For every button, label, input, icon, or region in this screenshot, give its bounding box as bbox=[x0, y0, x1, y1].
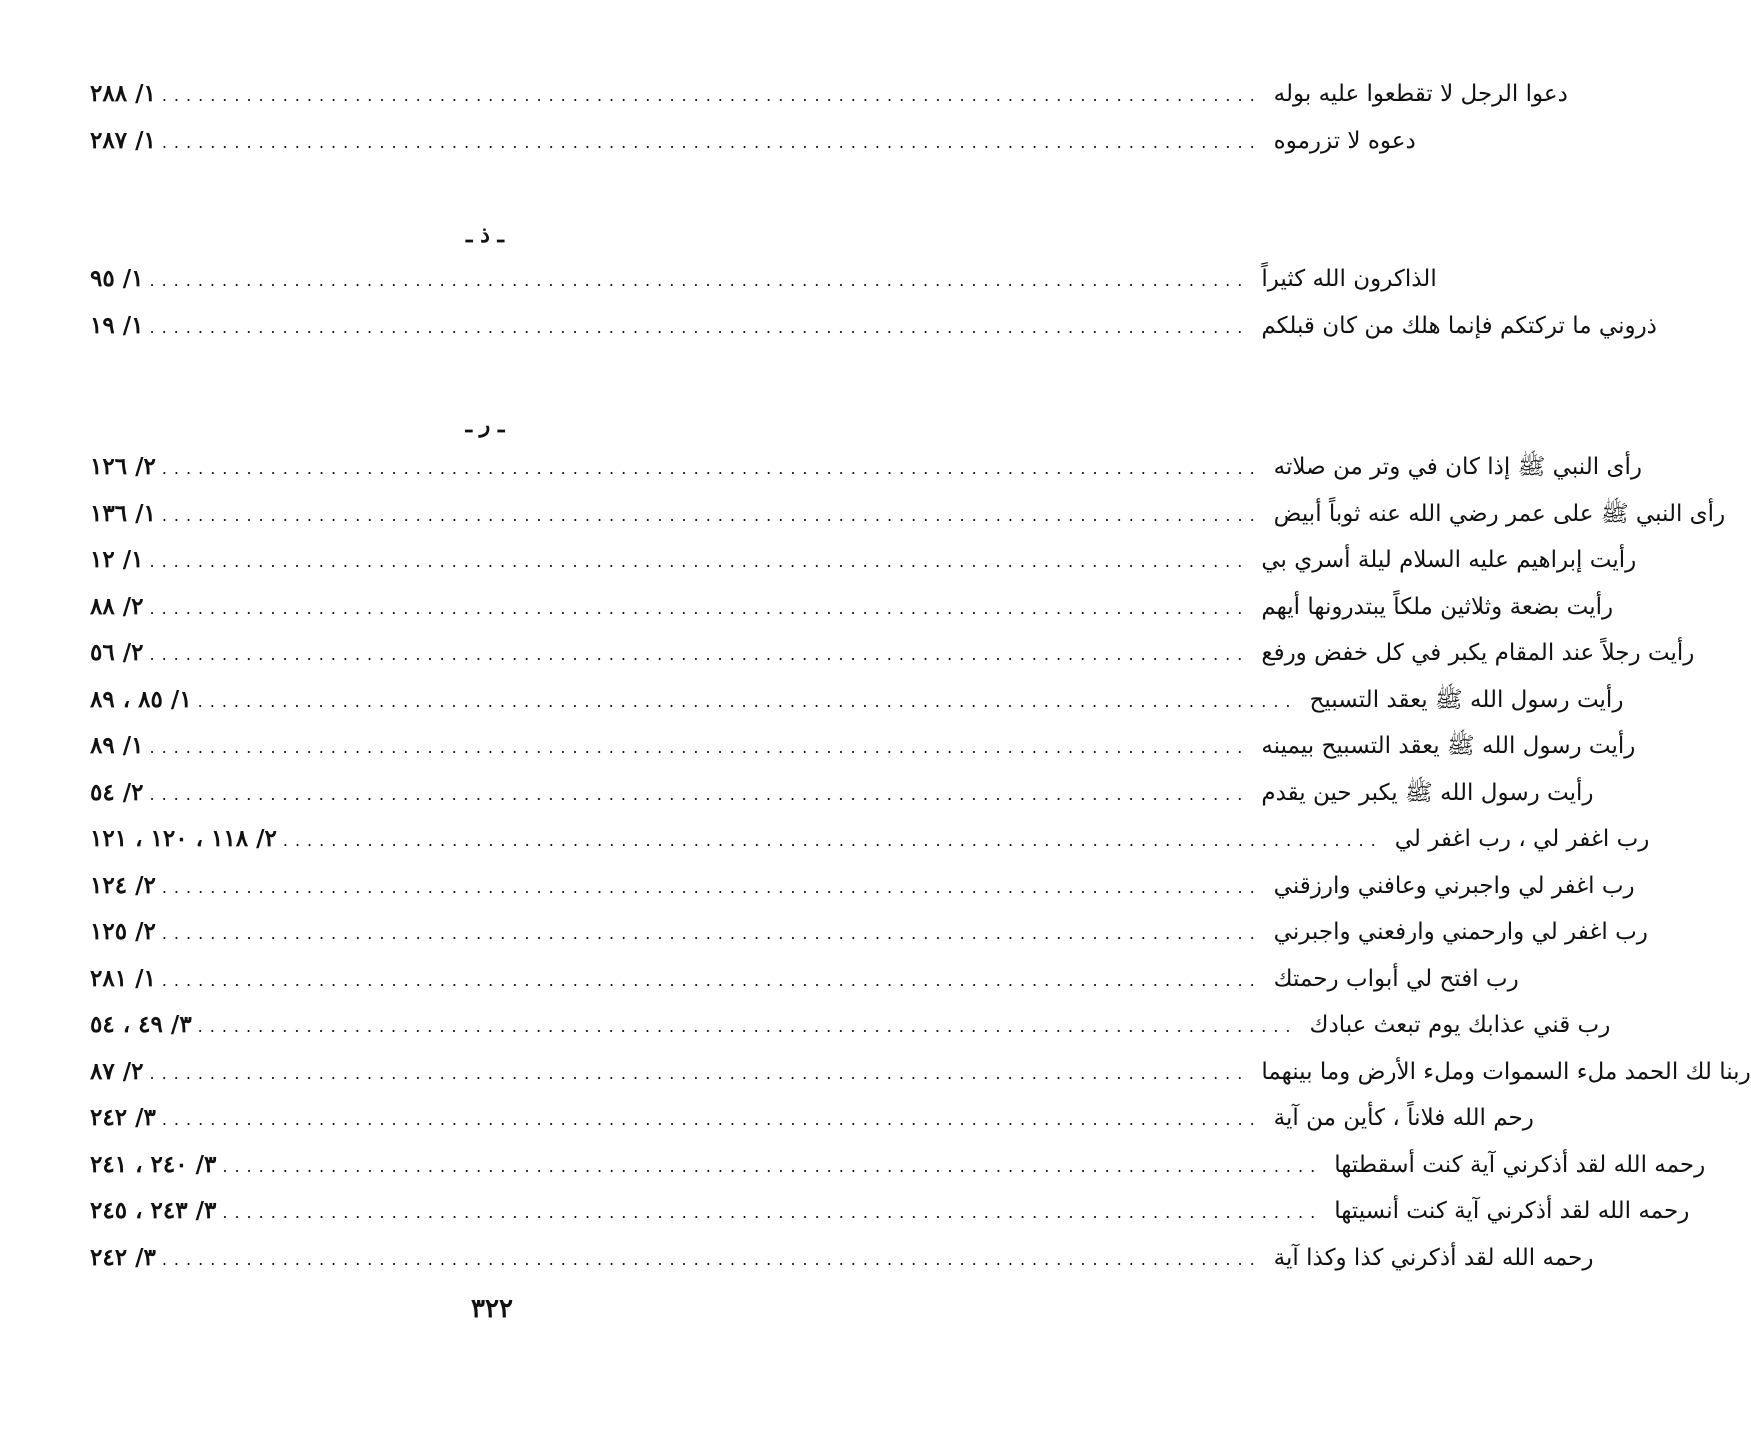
leader-dots: ........................................................................................... bbox=[149, 598, 1250, 618]
entry-text: رأى النبي ﷺ إذا كان في وتر من صلاته bbox=[1273, 454, 1642, 480]
entry-reference: ١/ ٨٥ ، ٨٩ bbox=[90, 685, 192, 713]
entry-text: رب افتح لي أبواب رحمتك bbox=[1273, 965, 1519, 992]
entry-reference: ٢/ ١٢٥ bbox=[90, 918, 156, 945]
entry-reference: ٢/ ٥٦ bbox=[90, 639, 144, 666]
entry-text: ذروني ما تركتكم فإنما هلك من كان قبلكم bbox=[1261, 312, 1657, 339]
index-entry bbox=[90, 1142, 1706, 1189]
leader-dots: ........................................................................................... bbox=[149, 271, 1250, 290]
leader-dots: ........................................................................................... bbox=[149, 645, 1250, 664]
index-entry bbox=[90, 863, 1635, 910]
index-entry bbox=[90, 303, 1657, 350]
entry-text: دعوا الرجل لا تقطعوا عليه بوله bbox=[1273, 81, 1568, 107]
section-heading-ra: ـ ر ـ bbox=[465, 412, 505, 438]
section-dal-continuation bbox=[90, 71, 1568, 164]
leader-dots: ........................................................................................... bbox=[161, 86, 1262, 105]
index-entry bbox=[90, 1049, 1751, 1096]
entry-text: رحمه الله لقد أذكرني آية كنت أنسيتها bbox=[1334, 1198, 1690, 1224]
entry-reference: ٣/ ٢٤٠ ، ٢٤١ bbox=[90, 1150, 217, 1178]
section-dhal bbox=[90, 256, 1657, 349]
entry-text: رحمه الله لقد أذكرني آية كنت أسقطتها bbox=[1334, 1151, 1706, 1178]
leader-dots: ........................................................................................... bbox=[161, 505, 1262, 525]
entry-reference: ٢/ ٨٧ bbox=[90, 1057, 144, 1085]
section-ra bbox=[90, 444, 1751, 1281]
leader-dots: ........................................................................................... bbox=[161, 459, 1262, 478]
entry-text: ربنا لك الحمد ملء السموات وملء الأرض وما بينهما bbox=[1261, 1058, 1751, 1085]
entry-reference: ٢/ ١١٨ ، ١٢٠ ، ١٢١ bbox=[90, 825, 277, 852]
leader-dots: ........................................................................................... bbox=[161, 877, 1262, 897]
index-entry bbox=[90, 1002, 1611, 1049]
index-entry bbox=[90, 491, 1726, 538]
leader-dots: ........................................................................................... bbox=[197, 691, 1298, 711]
entry-reference: ٣/ ٢٤٢ bbox=[90, 1243, 156, 1271]
index-entry bbox=[90, 770, 1594, 817]
index-entry bbox=[90, 1188, 1690, 1235]
entry-text: رأيت إبراهيم عليه السلام ليلة أسري بي bbox=[1261, 547, 1637, 573]
entry-text: رب قني عذابك يوم تبعث عبادك bbox=[1309, 1012, 1611, 1038]
index-entry bbox=[90, 909, 1648, 956]
entry-text: رأيت رسول الله ﷺ يعقد التسبيح bbox=[1309, 686, 1624, 713]
index-entry bbox=[90, 1095, 1534, 1142]
leader-dots: ........................................................................................... bbox=[222, 1203, 1323, 1222]
leader-dots: ........................................................................................... bbox=[161, 924, 1262, 943]
index-entry bbox=[90, 444, 1642, 491]
entry-text: رأيت رسول الله ﷺ يعقد التسبيح بيمينه bbox=[1261, 733, 1636, 759]
entry-text: رأيت بضعة وثلاثين ملكاً يبتدرونها أيهم bbox=[1261, 593, 1614, 620]
index-entry bbox=[90, 630, 1695, 677]
index-entry bbox=[90, 256, 1437, 303]
index-entry bbox=[90, 677, 1624, 724]
entry-reference: ١/ ٨٩ bbox=[90, 732, 144, 759]
entry-text: رأيت رسول الله ﷺ يكبر حين يقدم bbox=[1261, 779, 1594, 806]
leader-dots: ........................................................................................... bbox=[282, 831, 1383, 850]
entry-text: رب اغفر لي واجبرني وعافني وارزقني bbox=[1273, 872, 1635, 899]
index-entry bbox=[90, 584, 1614, 631]
leader-dots: ........................................................................................... bbox=[149, 738, 1250, 757]
entry-reference: ١/ ٢٨٧ bbox=[90, 126, 156, 154]
entry-reference: ٢/ ١٢٤ bbox=[90, 871, 156, 899]
leader-dots: ........................................................................................... bbox=[161, 132, 1262, 152]
entry-reference: ٣/ ٢٤٣ ، ٢٤٥ bbox=[90, 1197, 217, 1224]
entry-reference: ١/ ١٣٦ bbox=[90, 499, 156, 527]
entry-text: رأى النبي ﷺ على عمر رضي الله عنه ثوباً أبيض bbox=[1273, 500, 1726, 527]
page-number: ٣٢٢ bbox=[471, 1294, 513, 1324]
entry-text: رب اغفر لي ، رب اغفر لي bbox=[1394, 826, 1650, 852]
entry-reference: ٢/ ٨٨ bbox=[90, 592, 144, 620]
entry-reference: ٣/ ٢٤٢ bbox=[90, 1104, 156, 1131]
index-entry bbox=[90, 816, 1650, 863]
entry-text: دعوه لا تزرموه bbox=[1273, 127, 1416, 154]
leader-dots: ........................................................................................... bbox=[222, 1156, 1323, 1176]
entry-text: رحمه الله لقد أذكرني كذا وكذا آية bbox=[1273, 1244, 1594, 1271]
leader-dots: ........................................................................................... bbox=[197, 1017, 1298, 1036]
entry-reference: ١/ ٢٨١ bbox=[90, 964, 156, 992]
leader-dots: ........................................................................................... bbox=[161, 1110, 1262, 1129]
entry-text: رحم الله فلاناً ، كأين من آية bbox=[1273, 1105, 1534, 1131]
leader-dots: ........................................................................................... bbox=[161, 1249, 1262, 1269]
entry-reference: ٣/ ٤٩ ، ٥٤ bbox=[90, 1011, 192, 1038]
leader-dots: ........................................................................................... bbox=[149, 1063, 1250, 1083]
entry-text: رأيت رجلاً عند المقام يكبر في كل خفض ورفع bbox=[1261, 640, 1695, 666]
entry-text: الذاكرون الله كثيراً bbox=[1261, 266, 1437, 292]
index-entry bbox=[90, 118, 1416, 165]
section-heading-dhal: ـ ذ ـ bbox=[465, 222, 504, 248]
leader-dots: ........................................................................................... bbox=[161, 970, 1262, 990]
entry-reference: ١/ ١٩ bbox=[90, 311, 144, 339]
index-entry bbox=[90, 537, 1637, 584]
entry-reference: ١/ ١٢ bbox=[90, 546, 144, 573]
index-entry bbox=[90, 71, 1568, 118]
leader-dots: ........................................................................................... bbox=[149, 784, 1250, 804]
entry-reference: ٢/ ١٢٦ bbox=[90, 453, 156, 480]
index-entry bbox=[90, 956, 1519, 1003]
leader-dots: ........................................................................................... bbox=[149, 317, 1250, 337]
entry-reference: ١/ ٩٥ bbox=[90, 265, 144, 292]
entry-reference: ١/ ٢٨٨ bbox=[90, 80, 156, 107]
leader-dots: ........................................................................................... bbox=[149, 552, 1250, 571]
index-entry bbox=[90, 723, 1636, 770]
entry-text: رب اغفر لي وارحمني وارفعني واجبرني bbox=[1273, 919, 1648, 945]
entry-reference: ٢/ ٥٤ bbox=[90, 778, 144, 806]
index-entry bbox=[90, 1235, 1594, 1282]
